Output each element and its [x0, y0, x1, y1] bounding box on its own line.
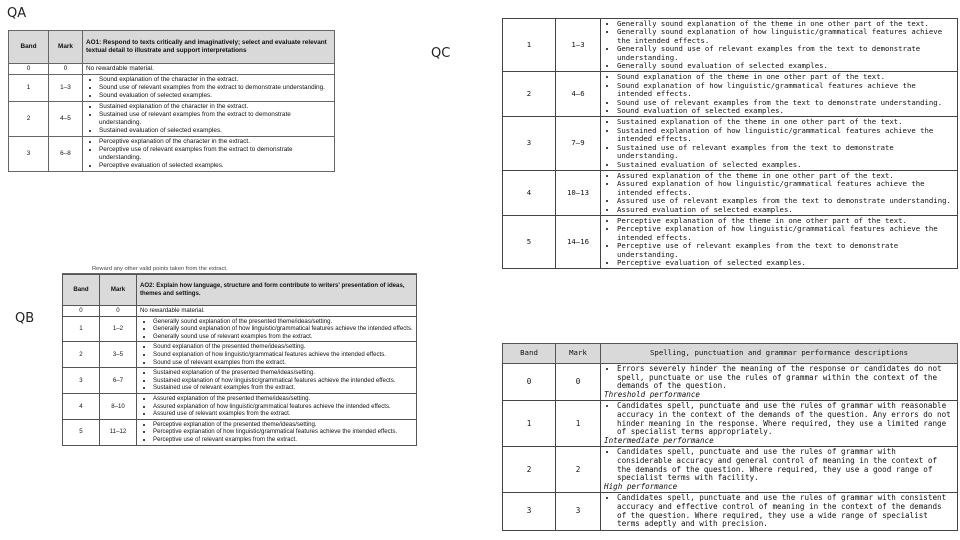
- list-item: • Sustained explanation of how linguistic/grammatical features achieve the intended effects.: [617, 127, 954, 144]
- descriptor-list: [604, 448, 954, 482]
- list-item: • Perceptive use of relevant examples from the extract.: [153, 436, 413, 444]
- band-cell: 0: [503, 364, 556, 401]
- list-item: • Sustained use of relevant examples from the extract.: [153, 384, 413, 392]
- table-row: [9, 137, 335, 172]
- mark-header: Mark: [49, 31, 83, 64]
- table-header-row: [63, 275, 417, 306]
- list-item: • Perceptive explanation of how linguistic/grammatical features achieve the intended effects.: [617, 225, 954, 242]
- table-row: [503, 447, 958, 493]
- descriptor-cell: [601, 493, 958, 530]
- qa-table: [8, 30, 335, 172]
- descriptor-list: [604, 402, 954, 436]
- qb-top-note: Reward any other valid points taken from the extract.: [62, 266, 417, 274]
- descriptor-list: [604, 494, 954, 528]
- qc-mark-scheme: [502, 18, 958, 324]
- qa-mark-scheme: [8, 30, 335, 258]
- descriptor-header: AO2: Explain how language, structure and form contribute to writers' presentation of ideas, themes and settings.: [137, 275, 417, 306]
- descriptor-cell: [601, 447, 958, 493]
- list-item: • Sustained use of relevant examples from the extract to demonstrate understanding.: [99, 111, 331, 127]
- list-item: • Perceptive evaluation of selected examples.: [99, 162, 331, 170]
- list-item: • Sound use of relevant examples from the text to demonstrate understanding.: [617, 99, 954, 107]
- list-item: • Assured use of relevant examples from the extract.: [153, 410, 413, 418]
- descriptor-cell: [137, 316, 417, 342]
- list-item: • Assured explanation of the presented theme/ideas/setting.: [153, 395, 413, 403]
- list-item: • Generally sound evaluation of selected examples.: [617, 62, 954, 70]
- mark-cell: 4–5: [49, 102, 83, 137]
- list-item: • Sound use of relevant examples from the extract.: [153, 359, 413, 367]
- mark-cell: 3: [556, 493, 601, 530]
- list-item: • Assured explanation of the theme in one other part of the text.: [617, 172, 954, 180]
- descriptor-cell: [601, 170, 958, 215]
- list-item: • Candidates spell, punctuate and use the rules of grammar with consistent accuracy and effective control of meaning in the context of the demands of the question. Where required, they use a wide range of specialist terms adeptly and with precision.: [617, 494, 954, 528]
- band-cell: 2: [503, 72, 556, 117]
- list-item: • Assured evaluation of selected examples.: [617, 206, 954, 214]
- descriptor-list: [604, 20, 954, 70]
- mark-cell: 6–7: [100, 368, 137, 394]
- descriptor-list: [140, 318, 413, 341]
- spag-mark-scheme: [502, 343, 958, 540]
- descriptor-cell: [137, 368, 417, 394]
- list-item: • Assured explanation of how linguistic/grammatical features achieve the intended effects.: [153, 403, 413, 411]
- table-row: [503, 364, 958, 401]
- mark-cell: 3–5: [100, 342, 137, 368]
- mark-cell: 1–3: [556, 19, 601, 72]
- list-item: • Sound explanation of the theme in one other part of the text.: [617, 73, 954, 81]
- descriptor-cell: [137, 342, 417, 368]
- list-item: • Sound explanation of the presented theme/ideas/setting.: [153, 343, 413, 351]
- descriptor-cell: [83, 64, 335, 75]
- list-item: • Sustained evaluation of selected examples.: [99, 127, 331, 135]
- descriptor-list: [140, 395, 413, 418]
- list-item: • Sustained explanation of the theme in one other part of the text.: [617, 118, 954, 126]
- table-row: [503, 117, 958, 170]
- mark-cell: 11–12: [100, 419, 137, 445]
- descriptor-list: [86, 103, 331, 135]
- band-cell: 2: [63, 342, 100, 368]
- performance-level: Intermediate performance: [604, 435, 714, 445]
- table-header-row: [9, 31, 335, 64]
- descriptor-list: [140, 343, 413, 366]
- list-item: • Sound evaluation of selected examples.: [99, 92, 331, 100]
- mark-cell: 4–6: [556, 72, 601, 117]
- label-qc: QC: [431, 46, 451, 61]
- descriptor-cell: [601, 19, 958, 72]
- band-cell: 3: [9, 137, 49, 172]
- table-row: [503, 401, 958, 447]
- descriptor-cell: [137, 419, 417, 445]
- mark-header: Mark: [100, 275, 137, 306]
- mark-cell: 14–16: [556, 215, 601, 268]
- mark-cell: 1–2: [100, 316, 137, 342]
- mark-cell: 1: [556, 401, 601, 447]
- list-item: • Assured use of relevant examples from the text to demonstrate understanding.: [617, 197, 954, 205]
- descriptor-header: AO1: Respond to texts critically and imaginatively; select and evaluate relevant textual detail to illustrate and support interpretations: [83, 31, 335, 64]
- band-cell: 3: [63, 368, 100, 394]
- descriptor-list: [604, 172, 954, 214]
- band-cell: 4: [503, 170, 556, 215]
- descriptor-list: [140, 421, 413, 444]
- descriptor-cell: [601, 401, 958, 447]
- descriptor-cell: [137, 306, 417, 317]
- list-item: • Generally sound explanation of how linguistic/grammatical features achieve the intended effects.: [617, 28, 954, 45]
- band-cell: 0: [9, 64, 49, 75]
- list-item: • Generally sound explanation of the theme in one other part of the text.: [617, 20, 954, 28]
- list-item: • Sustained explanation of how linguistic/grammatical features achieve the intended effects.: [153, 377, 413, 385]
- list-item: • Sustained explanation of the presented theme/ideas/setting.: [153, 369, 413, 377]
- table-row: [63, 342, 417, 368]
- list-item: • Perceptive explanation of the character in the extract.: [99, 138, 331, 146]
- qb-mark-scheme: [62, 266, 417, 532]
- band-cell: 0: [63, 306, 100, 317]
- descriptor-text: No rewardable material.: [140, 307, 205, 314]
- mark-cell: 0: [556, 364, 601, 401]
- table-row: [503, 170, 958, 215]
- mark-cell: 0: [100, 306, 137, 317]
- mark-cell: 0: [49, 64, 83, 75]
- table-row: [9, 75, 335, 102]
- band-cell: 1: [503, 19, 556, 72]
- table-header-row: [503, 344, 958, 364]
- band-cell: 4: [63, 393, 100, 419]
- list-item: • Perceptive use of relevant examples from the text to demonstrate understanding.: [617, 242, 954, 259]
- list-item: • Generally sound explanation of the presented theme/ideas/setting.: [153, 318, 413, 326]
- list-item: • Perceptive evaluation of selected examples.: [617, 259, 954, 267]
- descriptor-list: [604, 365, 954, 391]
- descriptor-cell: [601, 364, 958, 401]
- label-qa: QA: [7, 6, 27, 21]
- list-item: • Perceptive explanation of the presented theme/ideas/setting.: [153, 421, 413, 429]
- list-item: • Sound use of relevant examples from the extract to demonstrate understanding.: [99, 84, 331, 92]
- qc-table: [502, 18, 958, 269]
- list-item: • Perceptive use of relevant examples from the extract to demonstrate understanding.: [99, 146, 331, 162]
- mark-cell: 2: [556, 447, 601, 493]
- band-cell: 2: [503, 447, 556, 493]
- band-header: Band: [9, 31, 49, 64]
- table-row: [63, 368, 417, 394]
- descriptor-list: [604, 217, 954, 267]
- list-item: • Assured explanation of how linguistic/grammatical features achieve the intended effects.: [617, 180, 954, 197]
- mark-cell: 7–9: [556, 117, 601, 170]
- table-row: [503, 493, 958, 530]
- band-cell: 3: [503, 493, 556, 530]
- list-item: • Generally sound explanation of how linguistic/grammatical features achieve the intended effects.: [153, 325, 413, 333]
- qb-table: [62, 274, 417, 446]
- list-item: • Sound explanation of how linguistic/grammatical features achieve the intended effects.: [153, 351, 413, 359]
- list-item: • Perceptive explanation of the theme in one other part of the text.: [617, 217, 954, 225]
- table-row: [503, 215, 958, 268]
- list-item: • Candidates spell, punctuate and use the rules of grammar with considerable accuracy and general control of meaning in the context of the demands of the question. Where required, they use a good range of specialist terms with facility.: [617, 448, 954, 482]
- band-cell: 1: [9, 75, 49, 102]
- list-item: • Sound evaluation of selected examples.: [617, 107, 954, 115]
- list-item: • Generally sound use of relevant examples from the extract.: [153, 333, 413, 341]
- performance-level: Threshold performance: [604, 389, 701, 399]
- list-item: • Sound explanation of how linguistic/grammatical features achieve the intended effects.: [617, 82, 954, 99]
- list-item: • Sound explanation of the character in the extract.: [99, 76, 331, 84]
- band-header: Band: [63, 275, 100, 306]
- performance-level: High performance: [604, 481, 678, 491]
- spag-table: [502, 343, 958, 531]
- descriptor-list: [86, 138, 331, 170]
- mark-cell: 8–10: [100, 393, 137, 419]
- mark-cell: 10–13: [556, 170, 601, 215]
- descriptor-cell: [601, 117, 958, 170]
- descriptor-header: Spelling, punctuation and grammar performance descriptions: [601, 344, 958, 364]
- descriptor-list: [86, 76, 331, 100]
- descriptor-text: No rewardable material.: [86, 65, 154, 72]
- list-item: • Generally sound use of relevant examples from the text to demonstrate understanding.: [617, 45, 954, 62]
- table-row: [63, 393, 417, 419]
- list-item: • Errors severely hinder the meaning of the response or candidates do not spell, punctuate or use the rules of grammar within the context of the demands of the question.: [617, 365, 954, 391]
- list-item: • Sustained evaluation of selected examples.: [617, 161, 954, 169]
- descriptor-cell: [83, 102, 335, 137]
- mark-cell: 6–8: [49, 137, 83, 172]
- list-item: • Perceptive explanation of how linguistic/grammatical features achieve the intended effects.: [153, 428, 413, 436]
- list-item: • Candidates spell, punctuate and use the rules of grammar with reasonable accuracy in the context of the demands of the question. Any errors do not hinder meaning in the response. Where required, they use a limited range of specialist terms appropriately.: [617, 402, 954, 436]
- list-item: • Sustained explanation of the character in the extract.: [99, 103, 331, 111]
- descriptor-cell: [83, 137, 335, 172]
- descriptor-cell: [83, 75, 335, 102]
- band-cell: 1: [503, 401, 556, 447]
- descriptor-cell: [137, 393, 417, 419]
- descriptor-list: [604, 73, 954, 115]
- band-cell: 5: [63, 419, 100, 445]
- band-cell: 5: [503, 215, 556, 268]
- mark-cell: 1–3: [49, 75, 83, 102]
- label-qb: QB: [15, 311, 35, 326]
- table-row: [63, 306, 417, 317]
- table-row: [503, 19, 958, 72]
- mark-header: Mark: [556, 344, 601, 364]
- band-cell: 2: [9, 102, 49, 137]
- list-item: • Sustained use of relevant examples from the text to demonstrate understanding.: [617, 144, 954, 161]
- band-cell: 3: [503, 117, 556, 170]
- table-row: [9, 64, 335, 75]
- table-row: [63, 419, 417, 445]
- table-row: [9, 102, 335, 137]
- table-row: [503, 72, 958, 117]
- table-row: [63, 316, 417, 342]
- descriptor-cell: [601, 215, 958, 268]
- descriptor-list: [604, 118, 954, 168]
- band-header: Band: [503, 344, 556, 364]
- descriptor-list: [140, 369, 413, 392]
- band-cell: 1: [63, 316, 100, 342]
- descriptor-cell: [601, 72, 958, 117]
